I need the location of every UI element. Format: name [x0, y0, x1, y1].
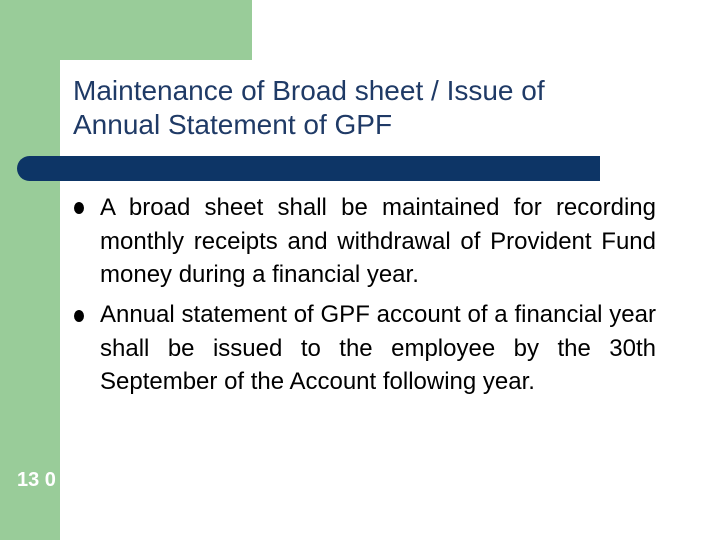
bullet-text-broad-sheet [100, 191, 656, 292]
top-decor-band [0, 0, 252, 60]
title-divider-bar [17, 156, 600, 181]
bullet-text-annual-statement [100, 298, 656, 399]
bullet-dot-icon [74, 310, 84, 322]
bullet-1-line-1: A broad sheet shall be maintained for [100, 194, 542, 221]
bullet-1-line-3: Provident Fund money during a financial year. [100, 227, 656, 288]
slide-number: 13 0 [17, 469, 56, 491]
slide-title [73, 74, 693, 142]
bullet-2-line-3: by the 30th September of the Account [100, 334, 656, 395]
left-decor-band [0, 0, 60, 540]
bullet-2-line-2: financial year shall be issued to the employee [100, 301, 656, 362]
bullet-1-line-2: recording monthly receipts and withdrawal of [100, 194, 656, 255]
slide-title-line-1: Maintenance of Broad sheet / Issue of [73, 75, 545, 106]
bullet-dot-icon [74, 202, 84, 214]
slide-title-line-2: Annual Statement of GPF [73, 109, 393, 140]
bullet-2-line-1: Annual statement of GPF account of a [100, 301, 508, 328]
bullet-2-line-4: following year. [382, 368, 535, 395]
